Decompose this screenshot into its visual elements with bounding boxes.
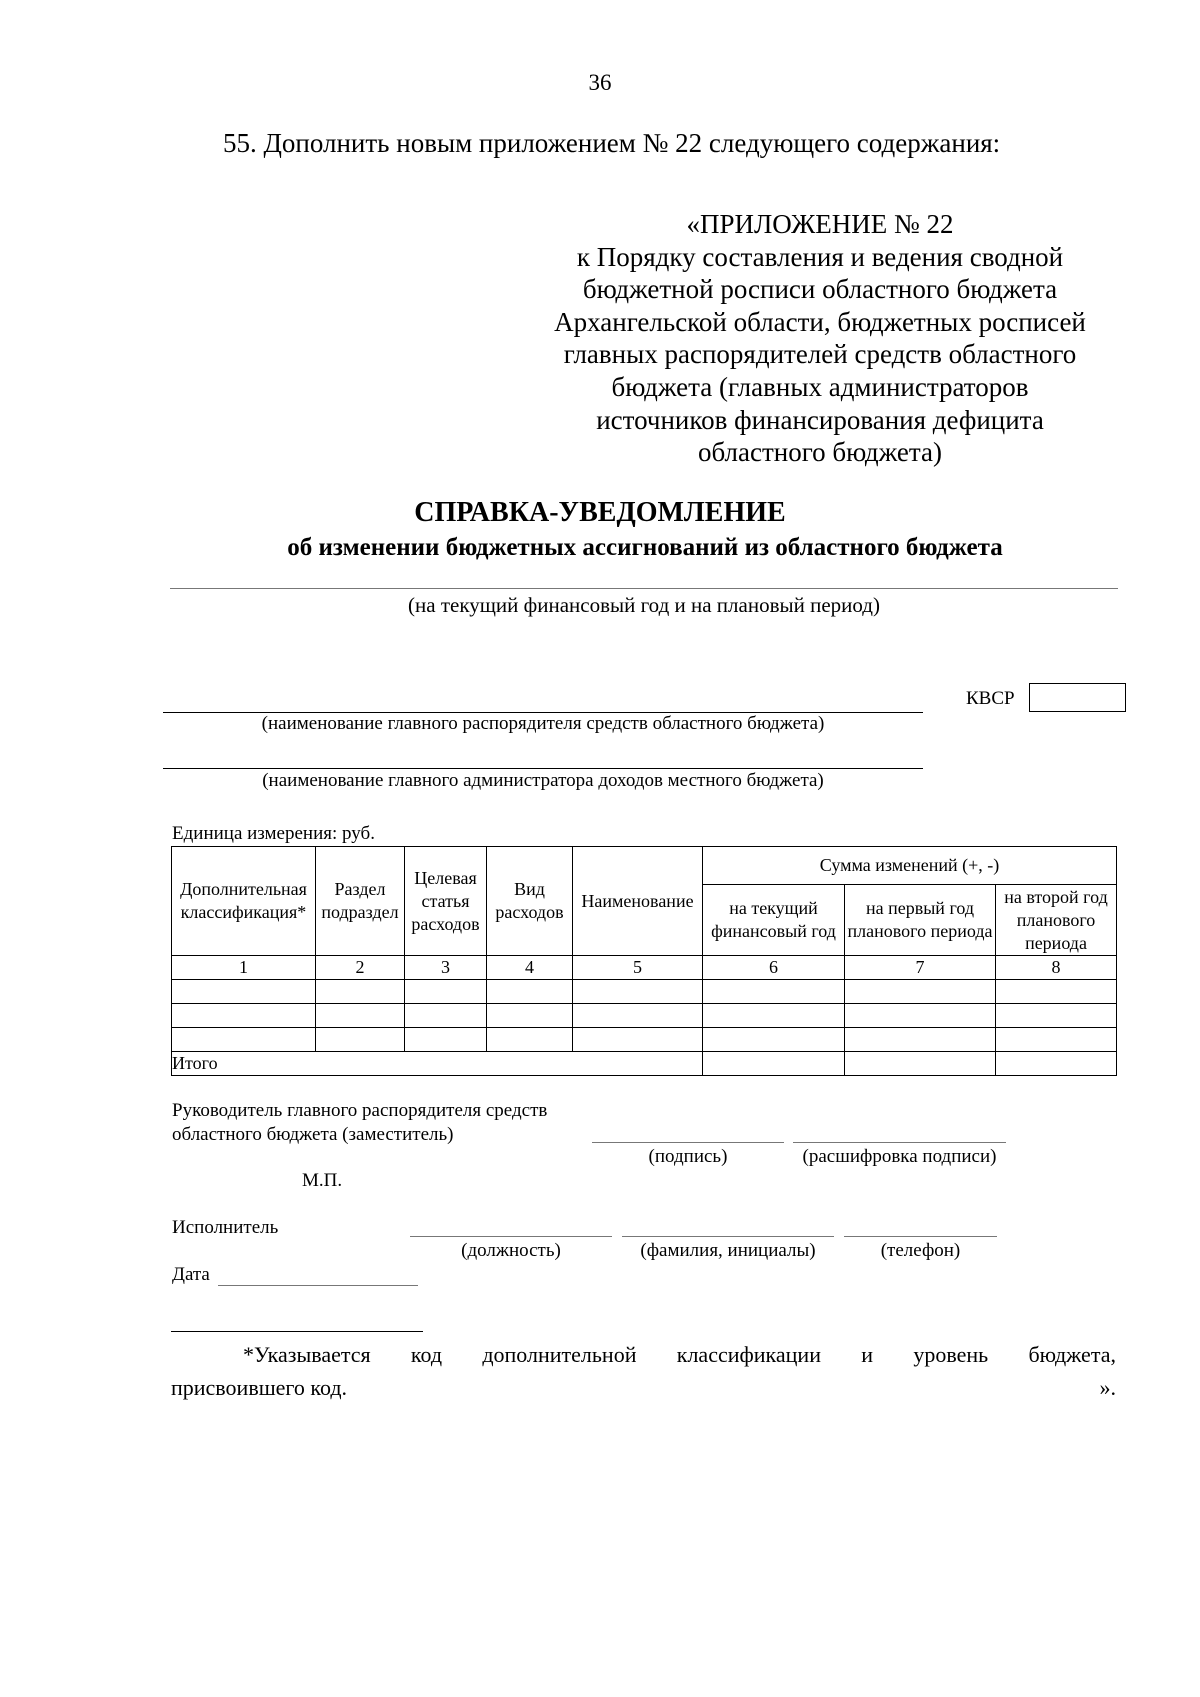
table-cell[interactable] xyxy=(405,1004,487,1028)
total-label: Итого xyxy=(172,1052,703,1076)
date-label: Дата xyxy=(172,1264,210,1285)
document-title: СПРАВКА-УВЕДОМЛЕНИЕ xyxy=(414,497,786,528)
footnote xyxy=(171,1338,1116,1404)
appendix-line: главных распорядителей средств областного xyxy=(563,339,1077,370)
fullname-caption: (фамилия, инициалы) xyxy=(640,1240,816,1261)
table-cell[interactable] xyxy=(573,1028,703,1052)
appendix-block xyxy=(520,208,1120,469)
footnote-word: дополнительной xyxy=(482,1342,637,1367)
total-row xyxy=(172,1052,1117,1076)
footnote-word: код xyxy=(410,1342,443,1367)
table-cell[interactable] xyxy=(573,980,703,1004)
footnote-line2-text: присвоившего код. xyxy=(171,1375,348,1400)
table-cell[interactable] xyxy=(172,1028,316,1052)
appendix-line: бюджета (главных администраторов xyxy=(611,371,1029,402)
intro-text: 55. Дополнить новым приложением № 22 следующего содержания: xyxy=(223,128,1001,158)
table-cell[interactable] xyxy=(996,1028,1117,1052)
phone-caption: (телефон) xyxy=(880,1240,961,1261)
header-first-plan-year: на первый год планового периода xyxy=(845,885,996,956)
column-number: 5 xyxy=(573,956,703,980)
decoding-line xyxy=(793,1142,1006,1143)
header-second-plan-year: на второй год планового периода xyxy=(996,885,1117,956)
kvsr-label: КВСР xyxy=(966,688,1015,709)
table-cell[interactable] xyxy=(996,980,1117,1004)
fullname-line xyxy=(622,1236,834,1237)
column-number: 2 xyxy=(316,956,405,980)
footnote-word: *Указывается xyxy=(243,1342,371,1367)
column-number-row xyxy=(172,956,1117,980)
head-label-line2: областного бюджета (заместитель) xyxy=(172,1124,454,1145)
footnote-word: бюджета, xyxy=(1028,1342,1116,1367)
table-cell[interactable] xyxy=(845,980,996,1004)
header-additional-classification: Дополнительная классификация* xyxy=(172,847,316,956)
table-row xyxy=(172,1004,1117,1028)
period-line xyxy=(170,588,1118,589)
footnote-word: и xyxy=(861,1342,874,1367)
appendix-line: к Порядку составления и ведения сводной xyxy=(576,241,1064,272)
column-number: 4 xyxy=(487,956,573,980)
table-cell[interactable] xyxy=(316,1004,405,1028)
appendix-line: Архангельской области, бюджетных росписей xyxy=(554,306,1086,337)
table-cell[interactable] xyxy=(405,1028,487,1052)
total-cell[interactable] xyxy=(996,1052,1117,1076)
header-name: Наименование xyxy=(573,847,703,956)
head-label-line1: Руководитель главного распорядителя средств xyxy=(172,1100,548,1121)
table-cell[interactable] xyxy=(845,1004,996,1028)
header-section: Раздел подраздел xyxy=(316,847,405,956)
footnote-rule xyxy=(171,1331,423,1332)
budget-changes-table xyxy=(171,846,1117,1076)
table-cell[interactable] xyxy=(487,980,573,1004)
column-number: 6 xyxy=(703,956,845,980)
distributor-caption: (наименование главного распорядителя средств областного бюджета) xyxy=(261,713,825,734)
page-number: 36 xyxy=(588,70,612,95)
table-cell[interactable] xyxy=(172,1004,316,1028)
table-cell[interactable] xyxy=(996,1004,1117,1028)
footnote-line2 xyxy=(171,1371,1116,1404)
table-cell[interactable] xyxy=(487,1028,573,1052)
header-current-year: на текущий финансовый год xyxy=(703,885,845,956)
table-cell[interactable] xyxy=(172,980,316,1004)
table-cell[interactable] xyxy=(316,1028,405,1052)
appendix-line: источников финансирования дефицита xyxy=(596,404,1044,435)
date-line xyxy=(218,1285,418,1286)
appendix-line: «ПРИЛОЖЕНИЕ № 22 xyxy=(686,209,954,239)
footnote-line1 xyxy=(171,1338,1116,1371)
footnote-word: уровень xyxy=(913,1342,989,1367)
closing-quote: ». xyxy=(1099,1375,1116,1400)
table-cell[interactable] xyxy=(487,1004,573,1028)
total-cell[interactable] xyxy=(845,1052,996,1076)
signature-line xyxy=(592,1142,784,1143)
total-cell[interactable] xyxy=(703,1052,845,1076)
unit-label: Единица измерения: руб. xyxy=(172,823,375,844)
executor-label: Исполнитель xyxy=(172,1217,279,1238)
table-cell[interactable] xyxy=(845,1028,996,1052)
appendix-line: областного бюджета) xyxy=(697,437,943,468)
table-row xyxy=(172,1028,1117,1052)
appendix-line: бюджетной росписи областного бюджета xyxy=(582,274,1058,305)
header-sum-group: Сумма изменений (+, -) xyxy=(703,847,1117,885)
position-line xyxy=(410,1236,612,1237)
table-cell[interactable] xyxy=(703,1028,845,1052)
signature-caption: (подпись) xyxy=(648,1146,728,1167)
column-number: 8 xyxy=(996,956,1117,980)
stamp-label: М.П. xyxy=(302,1170,343,1191)
table-cell[interactable] xyxy=(573,1004,703,1028)
header-expense-type: Вид расходов xyxy=(487,847,573,956)
kvsr-input-box[interactable] xyxy=(1029,683,1126,712)
table-cell[interactable] xyxy=(405,980,487,1004)
column-number: 3 xyxy=(405,956,487,980)
footnote-word: классификации xyxy=(676,1342,821,1367)
table-cell[interactable] xyxy=(703,1004,845,1028)
header-target-article: Целевая статья расходов xyxy=(405,847,487,956)
position-caption: (должность) xyxy=(461,1240,561,1261)
administrator-caption: (наименование главного администратора доходов местного бюджета) xyxy=(262,770,824,791)
column-number: 1 xyxy=(172,956,316,980)
phone-line xyxy=(844,1236,997,1237)
document-subtitle: об изменении бюджетных ассигнований из областного бюджета xyxy=(287,534,1003,561)
column-number: 7 xyxy=(845,956,996,980)
administrator-line xyxy=(163,768,923,769)
table-cell[interactable] xyxy=(316,980,405,1004)
period-caption: (на текущий финансовый год и на плановый период) xyxy=(408,593,880,617)
decoding-caption: (расшифровка подписи) xyxy=(802,1146,997,1167)
table-cell[interactable] xyxy=(703,980,845,1004)
table-row xyxy=(172,980,1117,1004)
